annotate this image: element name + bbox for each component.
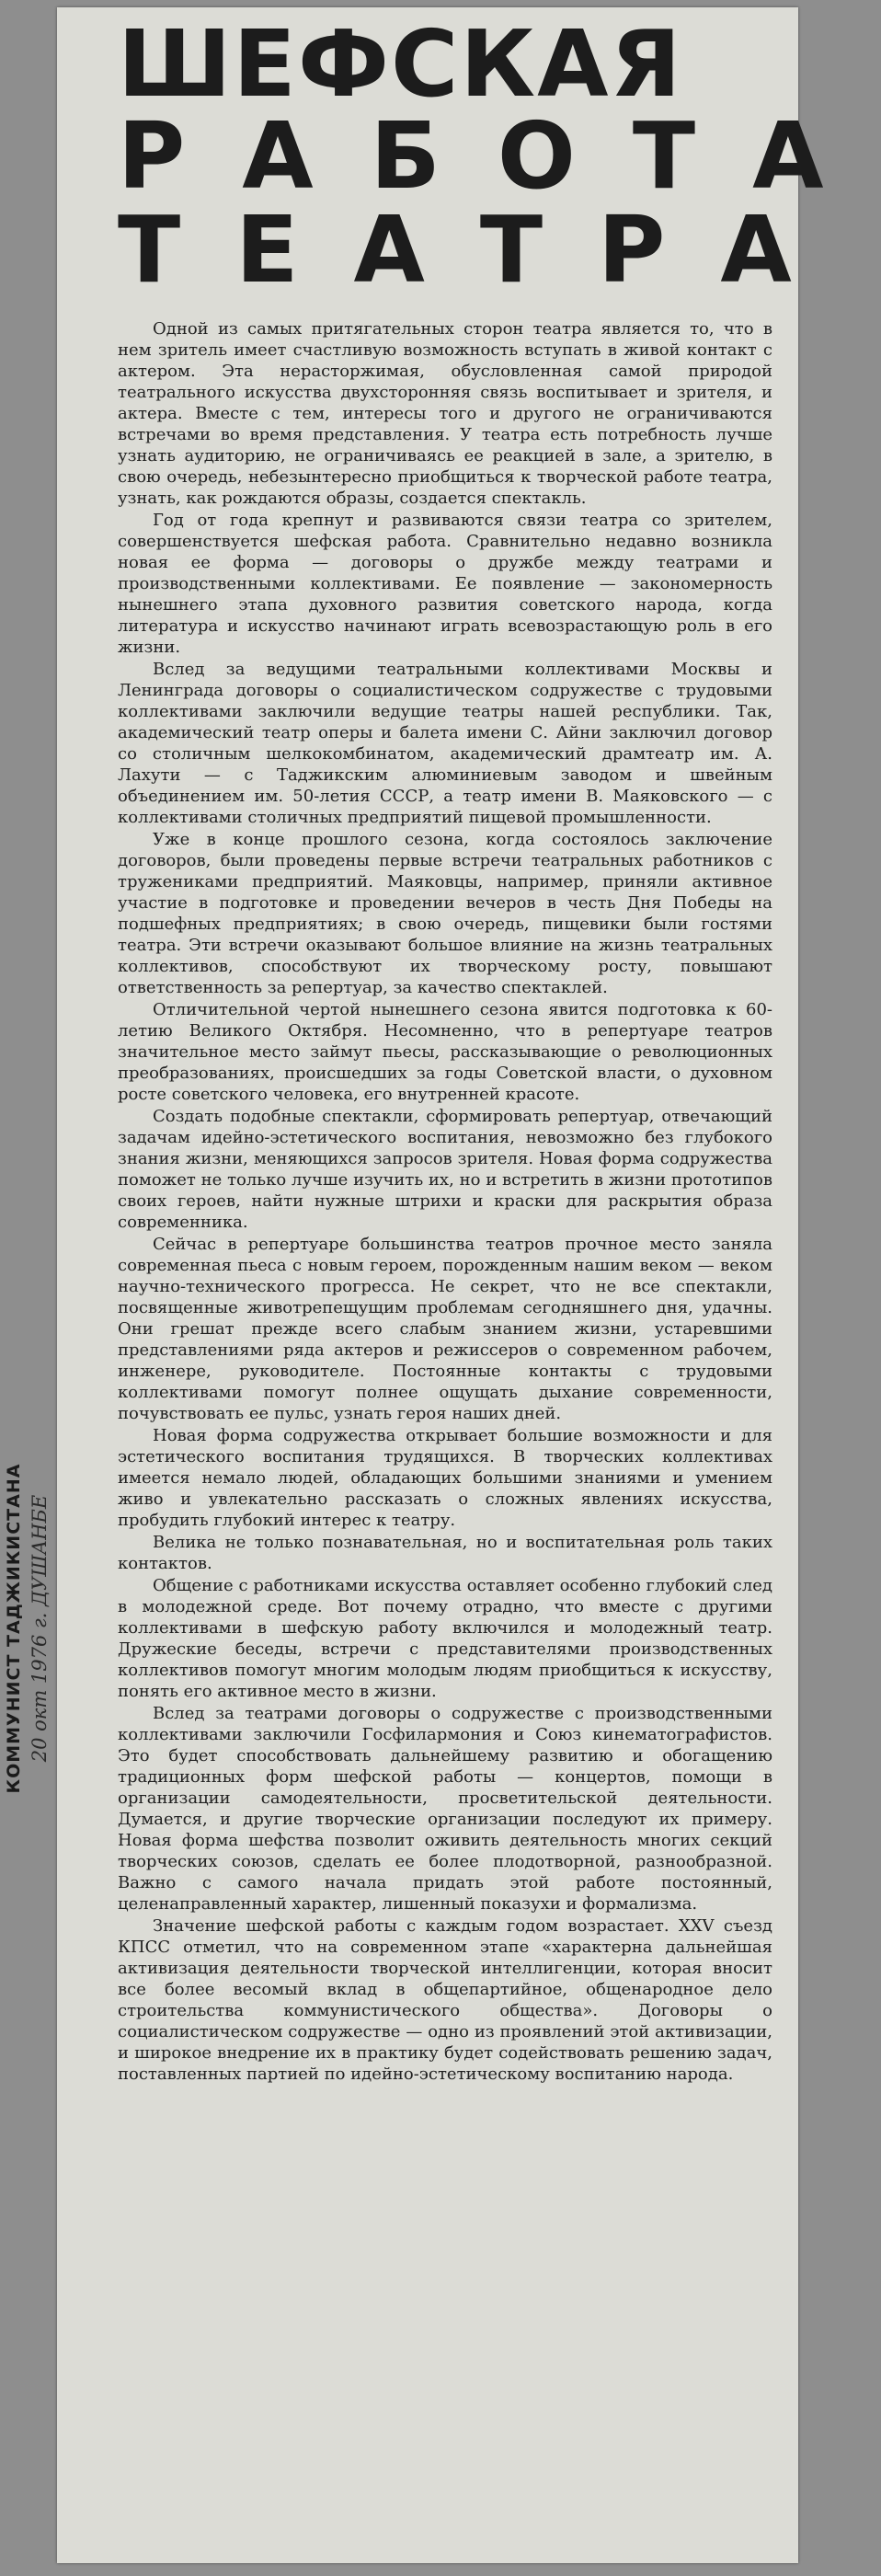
article-paragraph: Велика не только познавательная, но и воспитательная роль таких контактов.: [118, 1533, 772, 1573]
article-paragraph: Создать подобные спектакли, сформировать репертуар, отвечающий задачам идейно-эстетического воспитания, невозможно без глубокого знания жизни, меняющихся запросов зрителя. Новая форма содружества поможет не только лучше изучить их, но и встретить в жизни прототипов своих героев, найти нужные штрихи и краски для раскрытия образа современника.: [118, 1107, 772, 1232]
source-stamp: [0, 1421, 57, 1835]
article-paragraph: Сейчас в репертуаре большинства театров прочное место заняла современная пьеса с новым героем, порожденным нашим веком — веком научно-технического прогресса. Не секрет, что не все спектакли, посвященные животрепещущим проблемам сегодняшнего дня, удачны. Они грешат прежде всего слабым знанием жизни, устаревшими представлениями ряда актеров и режиссеров о современном рабочем, инженере, руководителе. Постоянные контакты с трудовыми коллективами помогут полнее ощущать дыхание современности, почувствовать ее пульс, узнать героя наших дней.: [118, 1235, 772, 1423]
headline-line-2: РАБОТА: [118, 102, 881, 210]
newspaper-clipping: [57, 7, 881, 2563]
headline: [57, 7, 881, 304]
source-stamp-text: [3, 1421, 54, 1835]
article-paragraph: Год от года крепнут и развиваются связи театра со зрителем, совершенствуется шефская работа. Сравнительно недавно возникла новая ее форма — договоры о дружбе между театрами и производственными коллективами. Ее появление — закономерность нынешнего этапа духовного развития советского народа, когда литература и искусство начинают играть всевозрастающую роль в его жизни.: [118, 511, 772, 657]
article-paragraph: Новая форма содружества открывает большие возможности и для эстетического воспитания трудящихся. В творческих коллективах имеется немало людей, обладающих большими знаниями и умением живо и увлекательно рассказать о сложных явлениях искусства, пробудить глубокий интерес к театру.: [118, 1426, 772, 1530]
newspaper-name: КОММУНИСТ ТАДЖИКИСТАНА: [4, 1463, 24, 1794]
article-paragraph: Уже в конце прошлого сезона, когда состоялось заключение договоров, были проведены первые встречи театральных работников с тружениками предприятий. Маяковцы, например, приняли активное участие в подготовке и проведении вечеров в честь Дня Победы на подшефных предприятиях; в свою очередь, пищевики были гостями театра. Эти встречи оказывают большое влияние на жизнь театральных коллективов, способствуют их творческому росту, повышают ответственность за репертуар, за качество спектаклей.: [118, 830, 772, 997]
article-paragraph: Отличительной чертой нынешнего сезона явится подготовка к 60-летию Великого Октября. Несомненно, что в репертуаре театров значительное место займут пьесы, рассказывающие о революционных преобразованиях, происшедших за годы Советской власти, о духовном росте советского человека, его внутренней красоте.: [118, 1000, 772, 1104]
article-paragraph: Вслед за ведущими театральными коллективами Москвы и Ленинграда договоры о социалистическом содружестве с трудовыми коллективами заключили ведущие театры нашей республики. Так, академический театр оперы и балета имени С. Айни заключил договор со столичным шелкокомбинатом, академический драмтеатр им. А. Лахути — с Таджикским алюминиевым заводом и швейным объединением им. 50-летия СССР, а театр имени В. Маяковского — с коллективами столичных предприятий пищевой промышленности.: [118, 660, 772, 827]
article-paragraph: Общение с работниками искусства оставляет особенно глубокий след в молодежной среде. Вот почему отрадно, что вместе с другими коллективами в шефскую работу включился и молодежный театр. Дружеские беседы, встречи с представителями производственных коллективов помогут многим молодым людям приобщиться к искусству, понять его активное место в жизни.: [118, 1576, 772, 1701]
article-paragraph: Вслед за театрами договоры о содружестве с производственными коллективами заключили Госфилармония и Союз кинематографистов. Это будет способствовать дальнейшему развитию и обогащению традиционных форм шефской работы — концертов, помощи в организации самодеятельности, просветительской деятельности. Думается, и другие творческие организации последуют их примеру. Новая форма шефства позволит оживить деятельность многих секций творческих союзов, сделать ее более плодотворной, разнообразной. Важно с самого начала придать этой работе постоянный, целенаправленный характер, лишенный показухи и формализма.: [118, 1704, 772, 1914]
article-body: [118, 318, 772, 2554]
article-paragraph: Одной из самых притягательных сторон театра является то, что в нем зритель имеет счастливую возможность вступать в живой контакт с актером. Эта нерасторжимая, обусловленная самой природой театрального искусства двухсторонняя связь воспитывает и зрителя, и актера. Вместе с тем, интересы того и другого не ограничиваются встречами во время представления. У театра есть потребность лучше узнать аудиторию, не ограничиваясь ее реакцией в зале, а зрителю, в свою очередь, небезынтересно приобщиться к творческой работе театра, узнать, как рождаются образы, создается спектакль.: [118, 319, 772, 508]
handwritten-date-note: 20 окт 1976 г. ДУШАНБЕ: [29, 1494, 51, 1763]
headline-line-1: ШЕФСКАЯ: [118, 10, 683, 118]
article-paragraph: Значение шефской работы с каждым годом возрастает. XXV съезд КПСС отметил, что на современном этапе «характерна дальнейшая активизация деятельности творческой интеллигенции, которая вносит все более весомый вклад в общепартийное, общенародное дело строительства коммунистического общества». Договоры о социалистическом содружестве — одно из проявлений этой активизации, и широкое внедрение их в практику будет содействовать решению задач, поставленных партией по идейно-эстетическому воспитанию народа.: [118, 1916, 772, 2084]
headline-line-3: ТЕАТРА: [118, 196, 847, 304]
